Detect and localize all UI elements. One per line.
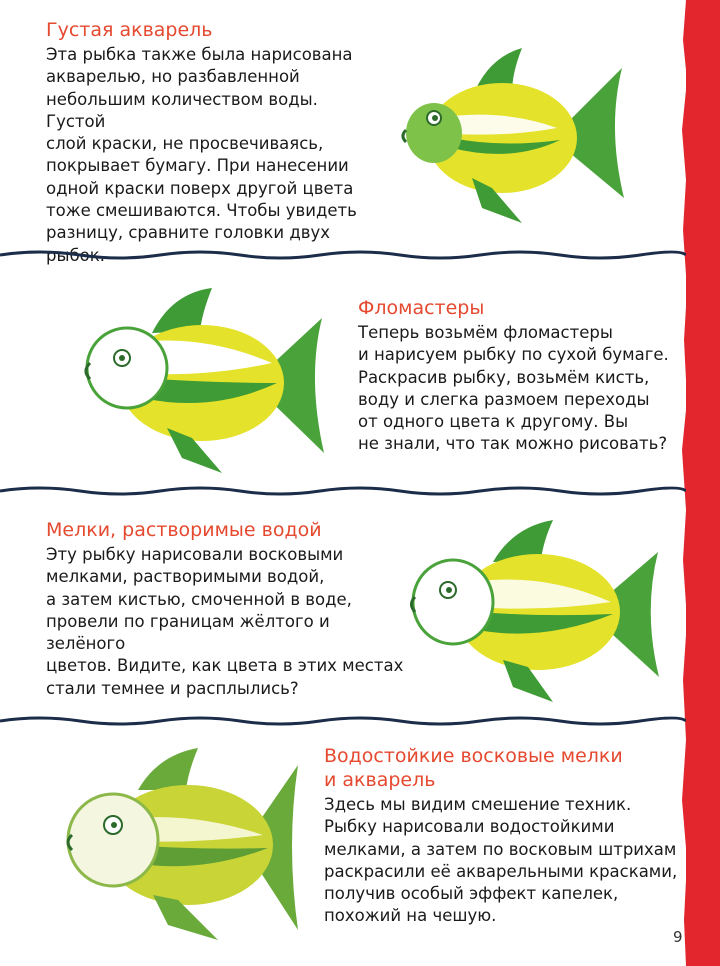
section-felt-tip-markers: [358, 296, 678, 456]
fish-illustration-2: [72, 283, 332, 483]
section-heading: Мелки, растворимые водой: [46, 519, 322, 541]
section-body: Эта рыбка также была нарисована акварелью, но разбавленной небольшим количеством воды. Густой слой краски, не просвечиваясь, покрывает бумагу. При нанесении одной краски поверх другой цвета тоже смешиваются. Чтобы увидеть разницу, сравните головки двух рыбок.: [46, 45, 357, 265]
divider-wave-1: [0, 245, 686, 265]
divider-wave-3: [0, 711, 686, 731]
fish-illustration-1: [392, 38, 632, 238]
section-thick-watercolor: [46, 18, 376, 267]
section-body: Эту рыбку нарисовали восковыми мелками, растворимыми водой, а затем кистью, смоченной в воде, провели по границам жёлтого и зелёного цветов. Видите, как цвета в этих местах стали темнее и расплылись?: [46, 545, 404, 698]
section-waterproof-crayons-watercolor: [324, 744, 684, 928]
page-number: 9: [673, 928, 683, 946]
section-body: Теперь возьмём фломастеры и нарисуем рыбку по сухой бумаге. Раскрасив рыбку, возьмём кисть, воду и слегка размоем переходы от одного цвета к другому. Вы не знали, что так можно рисовать?: [358, 323, 669, 454]
section-heading: Фломастеры: [358, 297, 485, 319]
section-heading: Водостойкие восковые мелки и акварель: [324, 745, 623, 791]
divider-wave-2: [0, 481, 686, 501]
fish-illustration-4: [58, 740, 318, 950]
section-body: Здесь мы видим смешение техник. Рыбку нарисовали водостойкими мелками, а затем по восковым штрихам раскрасили её акварельными красками, получив особый эффект капелек, похожий на чешую.: [324, 795, 678, 926]
section-heading: Густая акварель: [46, 19, 213, 41]
section-water-soluble-crayons: [46, 518, 406, 700]
fish-illustration-3: [403, 512, 663, 712]
red-edge-strip: [686, 0, 720, 966]
